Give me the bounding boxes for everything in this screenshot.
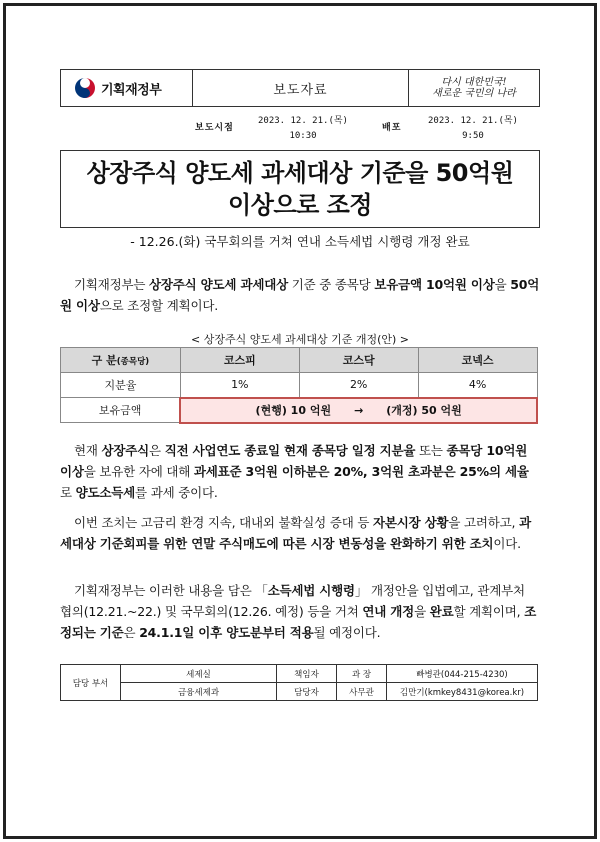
row-label-holding-amount: 보유금액 [61,398,181,423]
contact-table [60,664,538,701]
title-line-1: 상장주식 양도세 과세대상 기준을 50억원 [86,159,514,187]
title-line-2: 이상으로 조정 [228,191,372,219]
cell-kosdaq-ratio: 2% [299,373,418,398]
logo-text: 기획재정부 [101,82,162,98]
contact-row [61,683,538,701]
row-label-share-ratio: 지분율 [61,373,181,398]
table-row [61,373,538,398]
arrow-right-icon: → [354,404,364,417]
distribution-label: 배포 [382,123,402,133]
header-category: 구 분(종목당) [61,348,181,373]
slogan-line-1: 다시 대한민국! [441,77,507,88]
ministry-logo [61,70,193,106]
document-type: 보도자료 [193,70,409,106]
staff-title: 사무관 [337,683,387,701]
responsible-info: 빠병관(044-215-4230) [387,665,538,683]
subtitle: - 12.26.(화) 국무회의를 거쳐 연내 소득세법 시행령 개정 완료 [130,234,470,249]
cell-konex-ratio: 4% [418,373,537,398]
distribution-time: 9:50 [462,131,484,141]
release-time: 10:30 [289,131,317,141]
staff-label: 담당자 [277,683,337,701]
revised-amount: (개정) 50 억원 [386,404,462,417]
dept-name: 세제실 [121,665,277,683]
staff-info: 김만기(kmkey8431@korea.kr) [387,683,538,701]
slogan-line-2: 새로운 국민의 나라 [432,88,516,99]
release-datetime [258,114,348,144]
dept-label: 담당 부서 [61,665,121,701]
header-kosdaq: 코스닥 [299,348,418,373]
header-kospi: 코스피 [180,348,299,373]
responsible-title: 과 장 [337,665,387,683]
paragraph-2: 현재 상장주식은 직전 사업연도 종료일 현재 종목당 일정 지분율 또는 종목당 10억원 이상을 보유한 자에 대해 과세표준 3억원 이하분은 20%, 3억원 초과분은 25%의 세율로 양도소득세를 과세 중이다. [60,443,529,500]
distribution-datetime [428,114,518,144]
paragraph-1: 기획재정부는 상장주식 양도세 과세대상 기준 중 종목당 보유금액 10억원 이상을 50억원 이상으로 조정할 계획이다. [60,277,540,313]
table-header-row [61,348,538,373]
table-caption: < 상장주식 양도세 과세대상 기준 개정(안) > [190,333,409,346]
table-row [61,398,538,423]
slogan [409,70,539,106]
contact-row [61,665,538,683]
paragraph-3: 이번 조치는 고금리 환경 지속, 대내외 불확실성 증대 등 자본시장 상황을 고려하고, 과세대상 기준회피를 위한 연말 주식매도에 따른 시장 변동성을 완화하기 위한 조치이다. [60,515,531,551]
press-header [60,69,540,107]
current-amount: (현행) 10 억원 [255,404,332,417]
cell-kospi-ratio: 1% [180,373,299,398]
title-box [60,150,540,228]
responsible-label: 책임자 [277,665,337,683]
team-name: 금융세제과 [121,683,277,701]
header-konex: 코넥스 [418,348,537,373]
release-date: 2023. 12. 21.(목) [258,116,348,126]
holding-amount-change [180,398,537,423]
taegeuk-emblem-icon [73,76,97,100]
paragraph-4: 기획재정부는 이러한 내용을 담은 「소득세법 시행령」 개정안을 입법예고, 관계부처 협의(12.21.~22.) 및 국무회의(12.26. 예정) 등을 거쳐 연내 개정을 완료할 계획이며, 조정되는 기준은 24.1.1일 이후 양도분부터 적용될 예정이다. [60,583,537,640]
release-label: 보도시점 [195,123,234,133]
distribution-date: 2023. 12. 21.(목) [428,116,518,126]
criteria-table [60,347,538,424]
